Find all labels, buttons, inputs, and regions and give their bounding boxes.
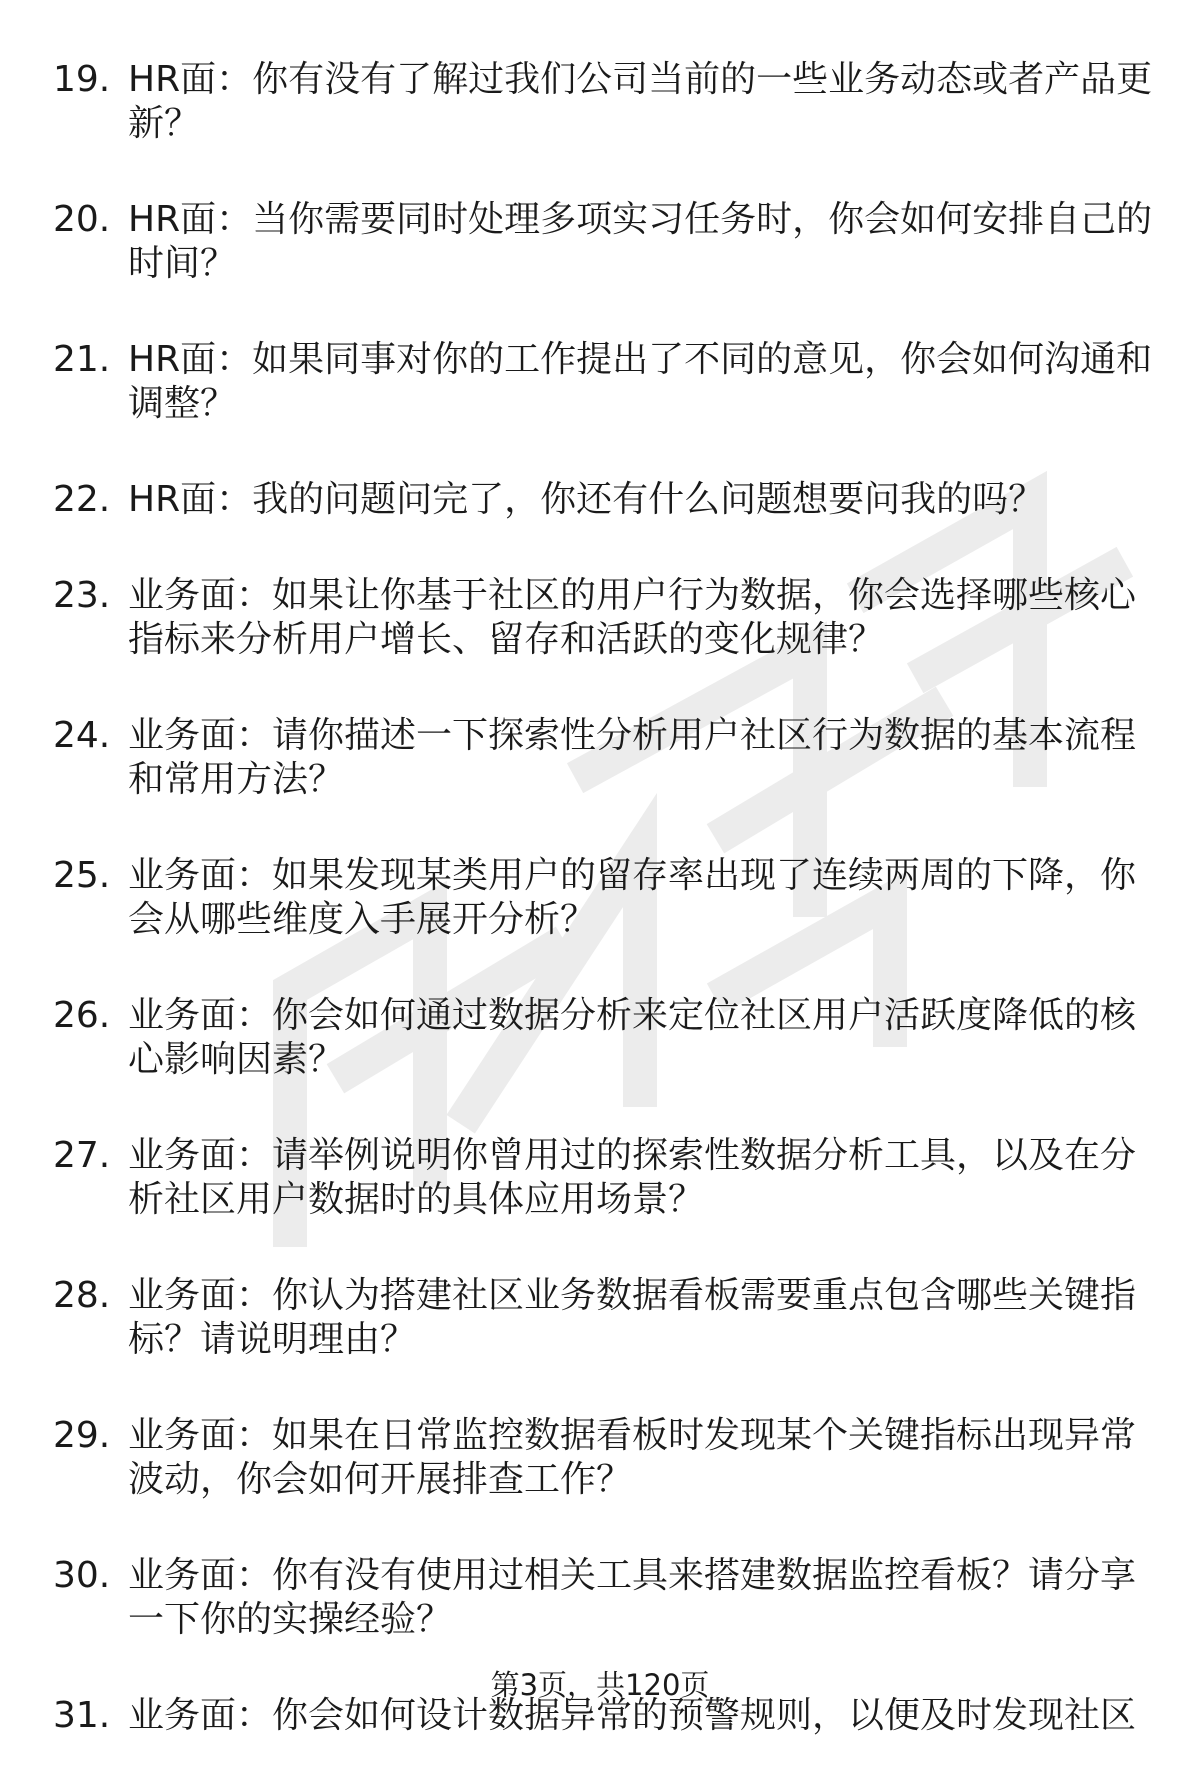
question-number: 25. — [53, 855, 111, 896]
question-item — [0, 58, 1200, 146]
question-item — [0, 994, 1200, 1082]
question-text: 业务面：你认为搭建社区业务数据看板需要重点包含哪些关键指标？请说明理由？ — [128, 1275, 1137, 1360]
question-text: HR面：如果同事对你的工作提出了不同的意见，你会如何沟通和调整？ — [128, 339, 1153, 424]
question-item — [0, 854, 1200, 942]
question-item — [0, 574, 1200, 662]
question-text: 业务面：请举例说明你曾用过的探索性数据分析工具，以及在分析社区用户数据时的具体应用场景？ — [128, 1135, 1137, 1220]
page-footer: 第3页，共120页 — [490, 1668, 710, 1702]
question-text: HR面：你有没有了解过我们公司当前的一些业务动态或者产品更新？ — [128, 59, 1153, 144]
question-number: 28. — [53, 1275, 111, 1316]
question-item — [0, 1134, 1200, 1222]
question-item — [0, 1554, 1200, 1642]
question-number: 23. — [53, 575, 111, 616]
question-number: 27. — [53, 1135, 111, 1176]
question-number: 30. — [53, 1555, 111, 1596]
question-text: HR面：当你需要同时处理多项实习任务时，你会如何安排自己的时间？ — [128, 199, 1153, 284]
question-text: 业务面：请你描述一下探索性分析用户社区行为数据的基本流程和常用方法？ — [128, 715, 1137, 800]
question-item — [0, 1414, 1200, 1502]
question-number: 19. — [53, 59, 111, 100]
question-number: 22. — [53, 479, 111, 520]
question-item — [0, 338, 1200, 426]
question-item — [0, 1274, 1200, 1362]
question-number: 29. — [53, 1415, 111, 1456]
question-item — [0, 198, 1200, 286]
question-text: 业务面：你会如何通过数据分析来定位社区用户活跃度降低的核心影响因素？ — [128, 995, 1137, 1080]
question-number: 21. — [53, 339, 111, 380]
question-text: 业务面：如果在日常监控数据看板时发现某个关键指标出现异常波动，你会如何开展排查工作？ — [128, 1415, 1137, 1500]
question-number: 31. — [53, 1695, 111, 1736]
question-list — [0, 58, 1200, 1790]
question-text: HR面：我的问题问完了，你还有什么问题想要问我的吗？ — [128, 479, 1045, 520]
question-text: 业务面：如果让你基于社区的用户行为数据，你会选择哪些核心指标来分析用户增长、留存和活跃的变化规律？ — [128, 575, 1137, 660]
question-item — [0, 714, 1200, 802]
question-number: 24. — [53, 715, 111, 756]
question-number: 20. — [53, 199, 111, 240]
question-text: 业务面：你有没有使用过相关工具来搭建数据监控看板？请分享一下你的实操经验？ — [128, 1555, 1137, 1640]
question-number: 26. — [53, 995, 111, 1036]
question-text: 业务面：你会如何设计数据异常的预警规则，以便及时发现社区 — [128, 1695, 1137, 1736]
question-text: 业务面：如果发现某类用户的留存率出现了连续两周的下降，你会从哪些维度入手展开分析？ — [128, 855, 1137, 940]
question-item — [0, 478, 1200, 522]
